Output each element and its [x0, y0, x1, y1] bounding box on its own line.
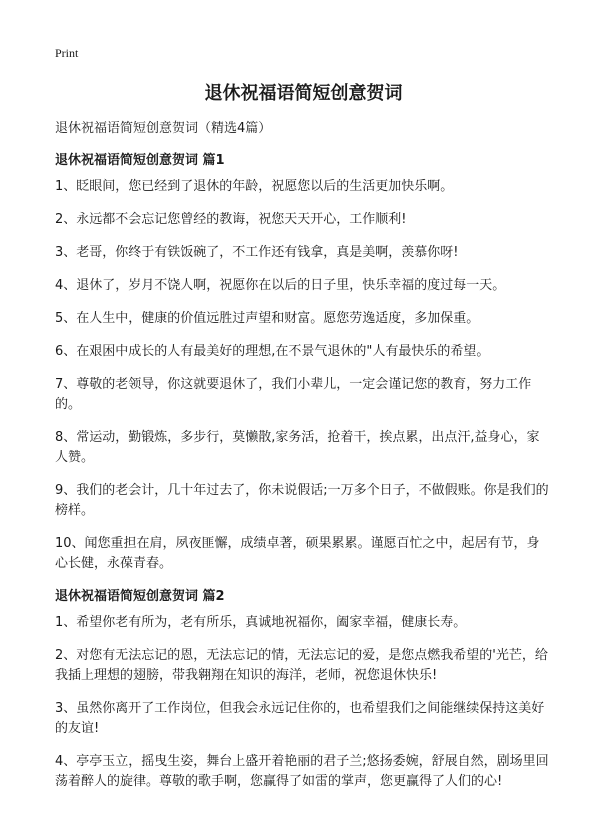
- list-item: 5、在人生中，健康的价值远胜过声望和财富。愿您劳逸适度，多加保重。: [55, 311, 480, 326]
- list-item: 6、在艰困中成长的人有最美好的理想,在不景气退休的"人有最快乐的希望。: [55, 344, 490, 359]
- list-item: 8、常运动，勤锻炼，多步行，莫懒散,家务活，抢着干，挨点累，出点汗,益身心，家人赞。: [55, 430, 540, 465]
- section-heading: 退休祝福语简短创意贺词 篇2: [55, 589, 225, 604]
- page-title: 退休祝福语简短创意贺词: [204, 83, 403, 104]
- list-item: 9、我们的老会计，几十年过去了，你未说假话;一万多个日子，不做假账。你是我们的榜样。: [55, 483, 549, 518]
- section-heading: 退休祝福语简短创意贺词 篇1: [55, 153, 225, 168]
- list-item: 2、对您有无法忘记的恩，无法忘记的情，无法忘记的爱，是您点燃我希望的'光芒，给我插上理想的翅膀，带我翱翔在知识的海洋，老师，祝您退休快乐!: [55, 648, 548, 683]
- section-1: [55, 151, 552, 574]
- section-list: [55, 177, 552, 574]
- list-item: 3、老哥，你终于有铁饭碗了，不工作还有钱拿，真是美啊，羡慕你呀!: [55, 245, 459, 260]
- section-2: [55, 587, 552, 792]
- document-subtitle: 退休祝福语简短创意贺词（精选4篇）: [55, 121, 272, 136]
- list-item: 1、眨眼间，您已经到了退休的年龄，祝愿您以后的生活更加快乐啊。: [55, 179, 454, 194]
- list-item: 1、希望你老有所为，老有所乐，真诚地祝福你，阖家幸福，健康长寿。: [55, 615, 467, 630]
- section-list: [55, 613, 552, 792]
- list-item: 7、尊敬的老领导，你这就要退休了，我们小辈儿，一定会谨记您的教育，努力工作的。: [55, 377, 532, 412]
- list-item: 2、永远都不会忘记您曾经的教诲，祝您天天开心，工作顺利!: [55, 212, 407, 227]
- print-label: Print: [55, 46, 79, 60]
- list-item: 4、亭亭玉立，摇曳生姿，舞台上盛开着艳丽的君子兰;悠扬委婉，舒展自然，剧场里回荡着醉人的旋律。尊敬的歌手啊，您赢得了如雷的掌声，您更赢得了人们的心!: [55, 754, 549, 789]
- list-item: 10、闻您重担在肩，夙夜匪懈，成绩卓著，硕果累累。谨愿百忙之中，起居有节，身心长健，永葆青春。: [55, 536, 540, 571]
- list-item: 3、虽然你离开了工作岗位，但我会永远记住你的，也希望我们之间能继续保持这美好的友谊!: [55, 701, 545, 736]
- list-item: 4、退休了，岁月不饶人啊，祝愿你在以后的日子里，快乐幸福的度过每一天。: [55, 278, 506, 293]
